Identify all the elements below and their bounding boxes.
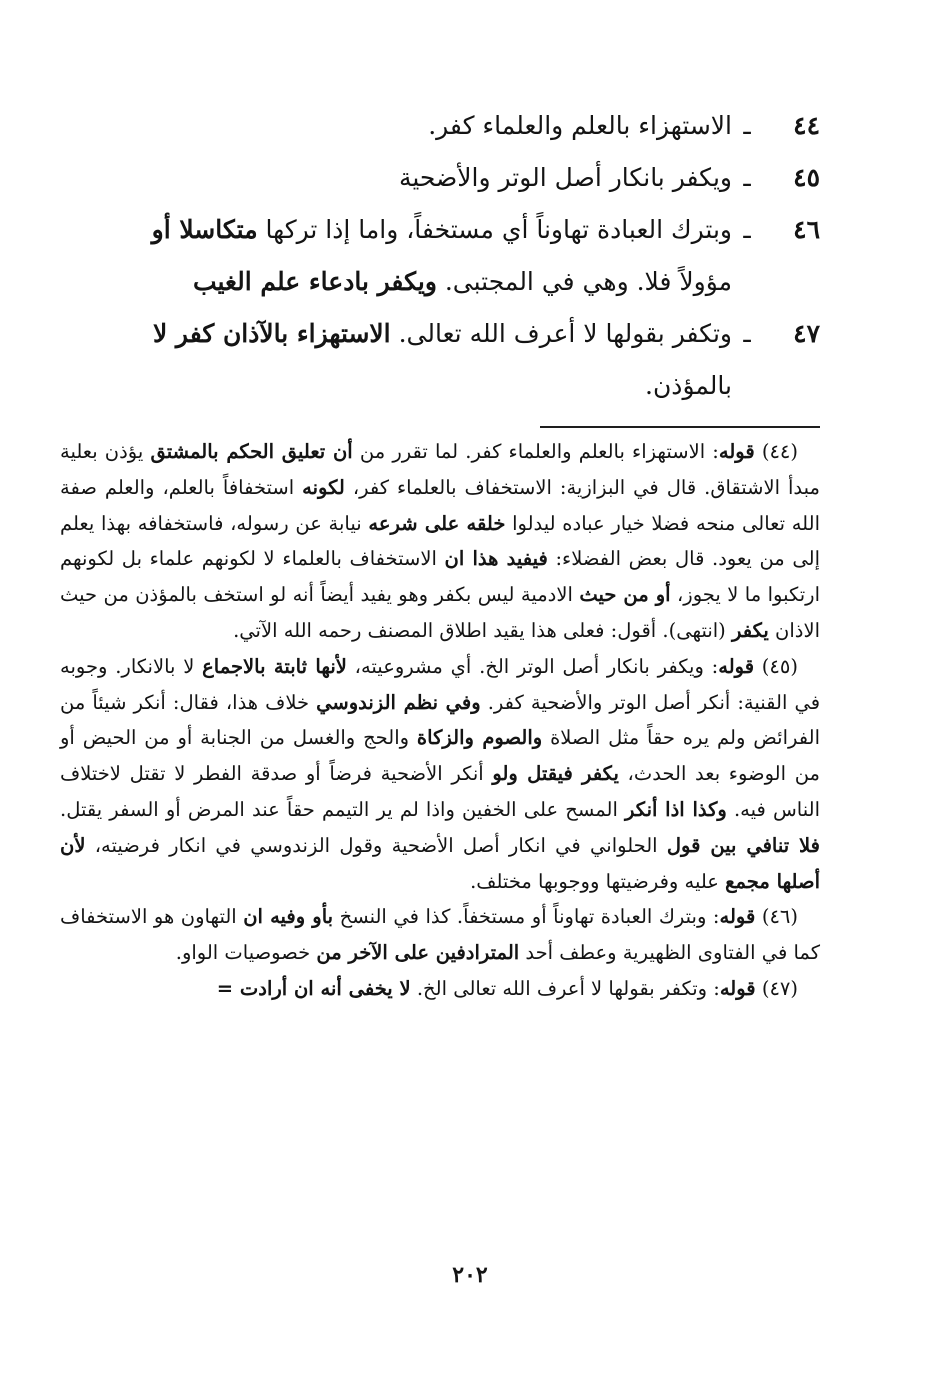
note-keyword: قوله <box>718 654 755 678</box>
note-text: والحج والغسل من الجنابة أو من الحيض أو من الوضوء بعد الحدث، <box>60 726 820 786</box>
note-bold: يكفر <box>732 618 769 642</box>
item-text: الاستهزاء بالعلم والعلماء كفر. <box>428 111 732 140</box>
note-text: أنكر الأضحية فرضاً أو صدقة الفطر لا تقتل لاختلاف الناس فيه. <box>60 762 820 821</box>
item-number: ٤٤ <box>793 111 820 140</box>
note-bold: فيفيد هذا ان <box>444 547 548 571</box>
note-text: : وتكفر بقولها لا أعرف الله تعالى الخ. <box>410 976 720 1000</box>
book-page <box>60 100 820 1007</box>
note-text: التهاون هو الاستخفاف كما في الفتاوى الظهيرية وعطف أحد <box>60 905 820 965</box>
note-bold: المترادفين على الآخر من <box>316 941 520 965</box>
main-line-47-continuation <box>60 360 820 412</box>
note-text: الاستخفاف بالعلماء لا لكونهم علماء بل لكونهم ارتكبوا ما لا يجوز، <box>60 547 820 607</box>
item-text-bold: متكاسلا أو <box>151 215 258 244</box>
note-text: الحلواني في انكار أصل الأضحية وقول الزندوسي في انكار فرضيته، <box>85 833 667 857</box>
item-dash: ـ <box>743 319 751 348</box>
note-45 <box>60 649 820 900</box>
item-number: ٤٧ <box>793 319 820 348</box>
item-text-part: مؤولاً فلا. وهي في المجتبى. <box>436 267 732 296</box>
note-open: (٤٤) <box>754 440 799 463</box>
note-open: (٤٦) <box>755 905 798 929</box>
main-line-47 <box>60 308 820 360</box>
item-text <box>152 204 732 256</box>
note-open: (٤٥) <box>754 654 798 678</box>
note-keyword: قوله <box>719 905 756 929</box>
note-text: استخفافاً بالعلم، والعلم صفة الله تعالى منحه فضلا خيار عباده ليدلوا <box>60 475 820 535</box>
note-bold: وكذا اذا أنكر <box>625 797 727 821</box>
note-44 <box>60 434 820 649</box>
note-text: خصوصيات الواو. <box>175 941 317 965</box>
item-text: ويكفر بانكار أصل الوتر والأضحية <box>398 163 732 192</box>
item-number: ٤٥ <box>793 163 820 192</box>
note-bold: لأنها ثابتة بالاجماع <box>202 654 347 678</box>
note-bold: أن تعليق الحكم بالمشتق <box>150 440 353 463</box>
item-text-part: وبترك العبادة تهاوناً أي مستخفاً، واما إذا تركها <box>257 215 732 244</box>
note-text: عليه وفرضيتها ووجوبها مختلف. <box>470 869 726 893</box>
note-bold: خلقه على شرعه <box>368 511 506 535</box>
note-bold: وفي نظم الزندوسي <box>316 690 481 714</box>
note-bold: لا يخفى أنه ان أرادت = <box>216 976 411 1000</box>
item-text <box>153 308 732 360</box>
item-dash: ـ <box>743 111 751 140</box>
item-number: ٤٦ <box>793 215 820 244</box>
note-text: : ويكفر بانكار أصل الوتر الخ. أي مشروعيته، <box>346 654 719 678</box>
note-text: لا بالانكار. وجوبه في القنية: أنكر أصل الوتر والأضحية كفر. <box>60 654 821 714</box>
main-line-44 <box>60 100 820 152</box>
main-line-45 <box>60 152 820 204</box>
item-text-part: وتكفر بقولها لا أعرف الله تعالى. <box>390 319 732 348</box>
main-line-46-continuation <box>60 256 820 308</box>
note-bold: فلا تنافي بين قول <box>666 833 821 857</box>
note-bold: أو من حيث <box>579 583 671 607</box>
note-text: الادمية ليس بكفر وهو يفيد أيضاً أنه لو استخف بالمؤذن من حيث الاذان <box>60 583 820 642</box>
item-text-bold: ويكفر بادعاء علم الغيب <box>192 267 437 296</box>
note-text: خلاف هذا، فقال: أنكر شيئاً من الفرائض ولم يره حقاً مثل الصلاة <box>60 690 820 750</box>
item-text-bold: الاستهزاء بالآذان كفر لا <box>152 319 391 348</box>
note-bold: بأو وفيه ان <box>243 905 334 929</box>
note-text: يؤذن بعلية مبدأ الاشتقاق. قال في البزازية: الاستخفاف بالعلماء كفر، <box>60 440 821 499</box>
note-text: : وبترك العبادة تهاوناً أو مستخفاً. كذا في النسخ <box>333 905 720 929</box>
footnote-divider <box>540 426 820 428</box>
item-dash: ـ <box>743 215 751 244</box>
item-text-part: بالمؤذن. <box>645 371 732 400</box>
note-open: (٤٧) <box>755 976 798 1000</box>
main-line-46 <box>60 204 820 256</box>
note-keyword: قوله <box>719 976 756 1000</box>
note-bold: والصوم والزكاة <box>416 726 543 750</box>
note-text: نيابة عن رسوله، فاستخفافه بهذا يعلم إلى من يعود. قال بعض الفضلاء: <box>60 511 821 571</box>
note-text: (انتهى). أقول: فعلى هذا يقيد اطلاق المصنف رحمه الله الآتي. <box>233 618 732 642</box>
page-number: ٢٠٢ <box>452 1262 488 1288</box>
note-bold: لأن أصلها مجمع <box>60 833 820 893</box>
note-text: : الاستهزاء بالعلم والعلماء كفر. لما تقرر من <box>352 440 719 463</box>
main-text <box>60 100 820 412</box>
note-text: المسح على الخفين واذا لم ير التيمم حقاً عند المرض أو السفر يقتل. <box>60 797 626 821</box>
note-keyword: قوله <box>718 440 755 463</box>
commentary <box>60 434 820 1007</box>
note-bold: لكونه <box>302 475 345 499</box>
note-47 <box>60 971 820 1007</box>
item-dash: ـ <box>743 163 751 192</box>
note-bold: يكفر فيقتل ولو <box>492 762 619 786</box>
note-46 <box>60 899 820 971</box>
